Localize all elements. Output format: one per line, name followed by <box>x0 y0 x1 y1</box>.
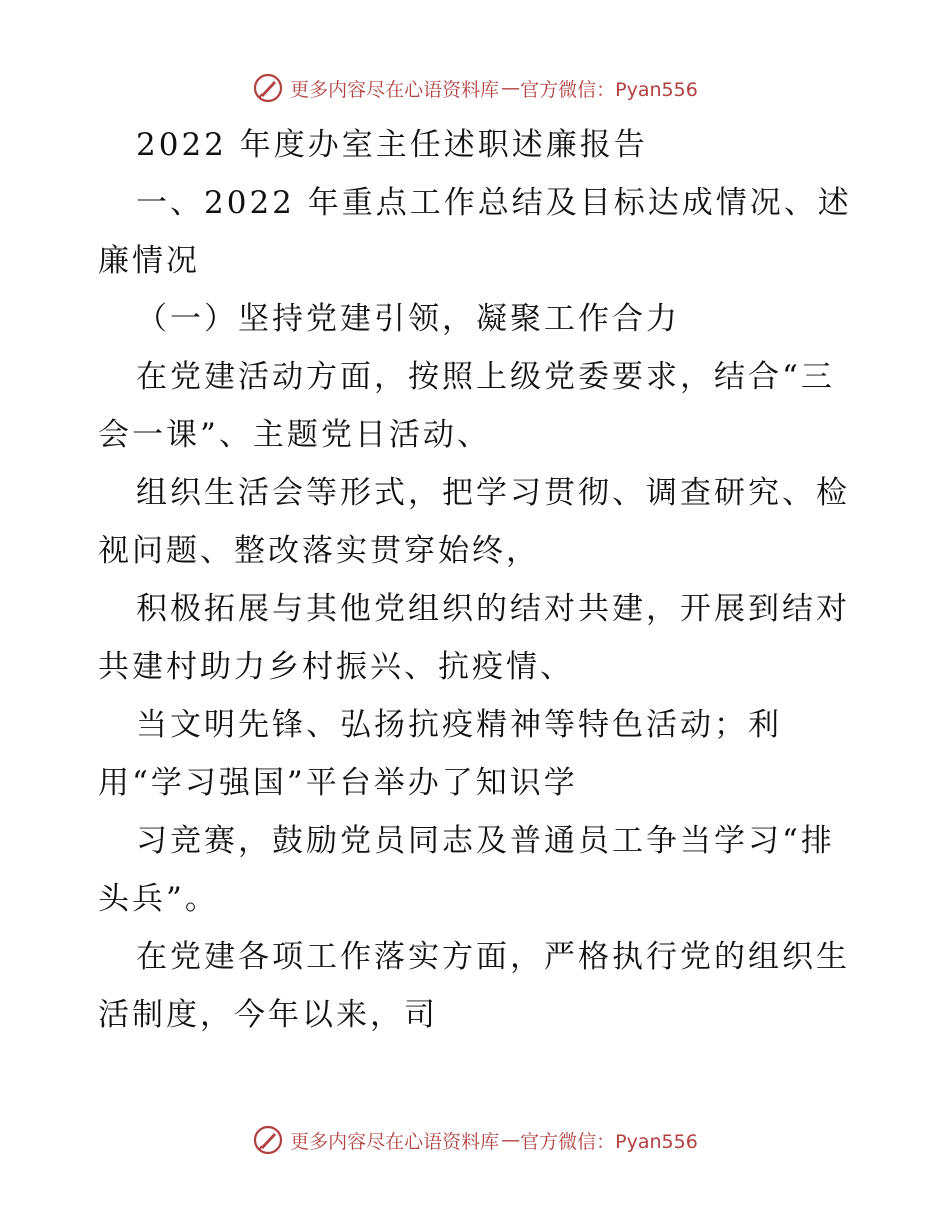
paragraph-line: 积极拓展与其他党组织的结对共建，开展到结对共建村助力乡村振兴、抗疫情、 <box>98 591 850 685</box>
document-title: 2022 年度办室主任述职述廉报告 <box>136 127 648 163</box>
site-name: 更多内容尽在心语资料库 <box>290 78 500 101</box>
section-heading: 一、2022 年重点工作总结及目标达成情况、述廉情况 <box>98 185 852 279</box>
banner-separator: — <box>501 1129 521 1151</box>
wechat-contact: 官方微信：Pyan556 <box>520 78 698 101</box>
paragraph-line: 在党建活动方面，按照上级党委要求，结合“三会一课”、主题党日活动、 <box>98 359 835 453</box>
subheading: （一）坚持党建引领，凝聚工作合力 <box>136 301 680 337</box>
quill-logo-icon <box>252 72 284 104</box>
document-body <box>98 116 858 1044</box>
quill-logo-icon <box>252 1124 284 1156</box>
footer-watermark <box>0 1124 950 1156</box>
paragraph-line: 当文明先锋、弘扬抗疫精神等特色活动；利用“学习强国”平台举办了知识学 <box>98 707 782 801</box>
header-watermark <box>0 72 950 104</box>
paragraph-line: 习竞赛，鼓励党员同志及普通员工争当学习“排头兵”。 <box>98 823 835 917</box>
banner-separator: — <box>501 77 521 99</box>
wechat-contact: 官方微信：Pyan556 <box>520 1130 698 1153</box>
paragraph-line: 在党建各项工作落实方面，严格执行党的组织生活制度，今年以来，司 <box>98 939 850 1033</box>
site-name: 更多内容尽在心语资料库 <box>290 1130 500 1153</box>
paragraph-line: 组织生活会等形式，把学习贯彻、调查研究、检视问题、整改落实贯穿始终， <box>98 475 850 569</box>
